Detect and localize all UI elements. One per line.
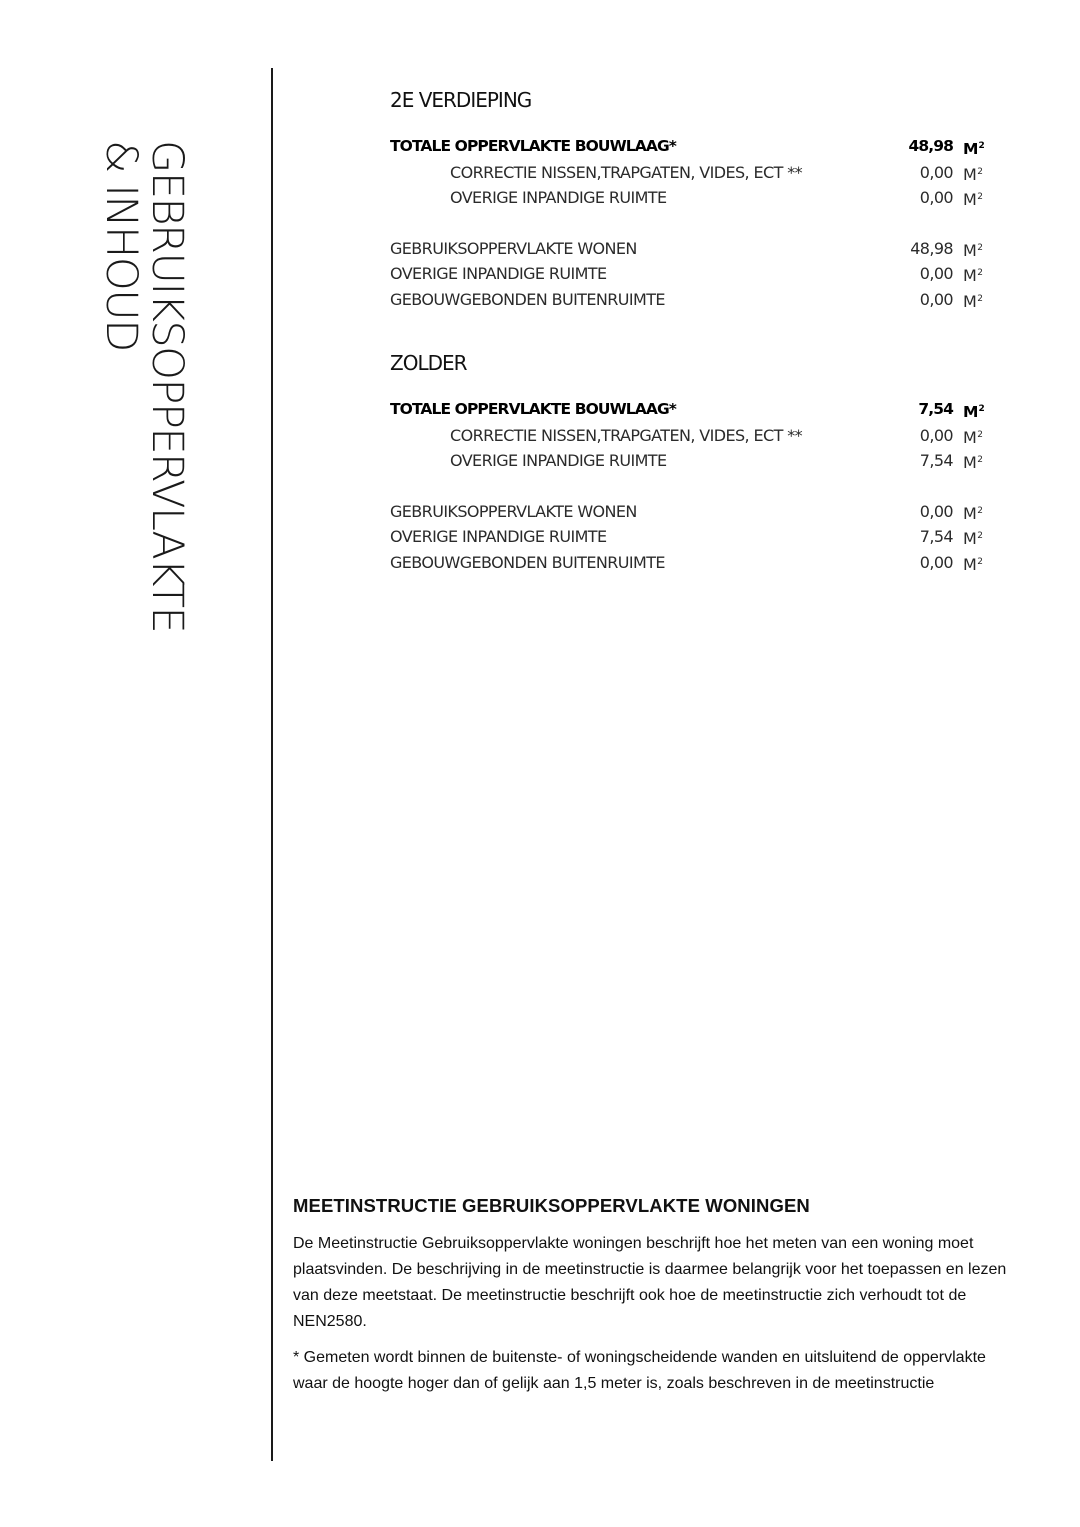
row-label: TOTALE OPPERVLAKTE BOUWLAAG* xyxy=(390,400,677,418)
area-row xyxy=(390,550,990,576)
row-value: 48,98 xyxy=(908,137,953,155)
side-title xyxy=(95,140,190,680)
row-unit: $M^2$ xyxy=(963,453,983,472)
notes-paragraph-2: * Gemeten wordt binnen de buitenste- of woningscheidende wanden en uitsluitend de oppervlakte waar de hoogte hoger dan of gelijk aan 1,5 meter is, zoals beschreven in de meetinstructie xyxy=(293,1349,986,1392)
area-row xyxy=(390,448,990,474)
area-row xyxy=(390,134,990,160)
row-unit: $M^2$ xyxy=(963,164,983,184)
row-value: 0,00 xyxy=(919,501,953,521)
area-row xyxy=(390,261,990,287)
row-label: OVERIGE INPANDIGE RUIMTE xyxy=(450,451,667,470)
row-unit: $M^2$ xyxy=(963,529,983,548)
row-unit: $M^2$ xyxy=(963,503,983,523)
row-label: OVERIGE INPANDIGE RUIMTE xyxy=(390,264,607,283)
row-label: CORRECTIE NISSEN,TRAPGATEN, VIDES, ECT ** xyxy=(450,162,803,182)
vertical-divider-line xyxy=(271,68,273,1461)
side-title-line-2: & INHOUD xyxy=(96,140,146,351)
section-title: ZOLDER xyxy=(390,351,467,375)
row-label: TOTALE OPPERVLAKTE BOUWLAAG* xyxy=(390,137,677,155)
area-row xyxy=(390,423,990,449)
area-row xyxy=(390,185,990,211)
area-row xyxy=(390,499,990,525)
area-row xyxy=(390,287,990,313)
section-zolder xyxy=(390,351,990,575)
row-label: OVERIGE INPANDIGE RUIMTE xyxy=(390,527,607,546)
area-row xyxy=(390,524,990,550)
row-unit: $M^2$ xyxy=(963,427,983,447)
area-row xyxy=(390,397,990,423)
row-value: 0,00 xyxy=(919,289,953,309)
row-value: 48,98 xyxy=(910,238,953,258)
row-value: 0,00 xyxy=(919,425,953,445)
row-label: GEBRUIKSOPPERVLAKTE WONEN xyxy=(390,501,637,521)
area-row xyxy=(390,160,990,186)
row-unit: $M^2$ xyxy=(963,266,983,285)
row-label: GEBRUIKSOPPERVLAKTE WONEN xyxy=(390,238,637,258)
row-value: 7,54 xyxy=(918,400,953,418)
row-unit: $M^2$ xyxy=(963,240,983,260)
row-value: 0,00 xyxy=(919,264,953,283)
row-unit: $M^2$ xyxy=(963,554,983,574)
row-value: 7,54 xyxy=(919,451,953,470)
section-title: 2E VERDIEPING xyxy=(390,88,532,112)
row-label: GEBOUWGEBONDEN BUITENRUIMTE xyxy=(390,552,665,572)
row-label: CORRECTIE NISSEN,TRAPGATEN, VIDES, ECT ** xyxy=(450,425,803,445)
row-label: OVERIGE INPANDIGE RUIMTE xyxy=(450,188,667,207)
section-2e-verdieping xyxy=(390,88,990,312)
row-label: GEBOUWGEBONDEN BUITENRUIMTE xyxy=(390,289,665,309)
measurement-instructions xyxy=(293,1195,1013,1407)
notes-heading: MEETINSTRUCTIE GEBRUIKSOPPERVLAKTE WONINGEN xyxy=(293,1195,810,1216)
row-value: 0,00 xyxy=(919,552,953,572)
row-unit: $M^2$ xyxy=(963,140,984,158)
row-value: 0,00 xyxy=(919,188,953,207)
row-unit: $M^2$ xyxy=(963,190,983,209)
row-unit: $M^2$ xyxy=(963,403,984,421)
row-value: 0,00 xyxy=(919,162,953,182)
row-unit: $M^2$ xyxy=(963,291,983,311)
area-row xyxy=(390,236,990,262)
notes-paragraph-1: De Meetinstructie Gebruiksoppervlakte woningen beschrijft hoe het meten van een woning moet plaatsvinden. De beschrijving in de meetinstructie is daarmee belangrijk voor het toepassen en lezen van deze meetstaat. De meetinstructie beschrijft ook hoe de meetinstructie zich verhoudt tot de NEN2580. xyxy=(293,1235,1007,1330)
side-title-line-1: GEBRUIKSOPPERVLAKTE xyxy=(142,140,192,633)
row-value: 7,54 xyxy=(919,527,953,546)
